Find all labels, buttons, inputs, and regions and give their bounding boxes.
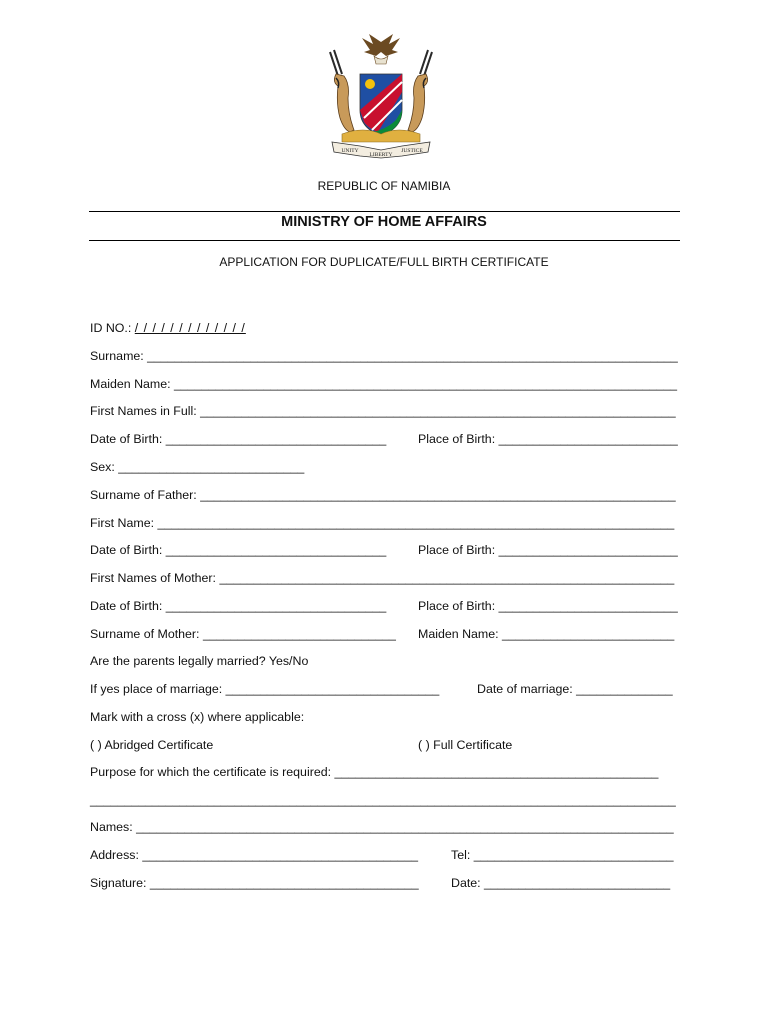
father-dob-field[interactable]: Date of Birth: ________________________________: [90, 543, 387, 557]
motto-justice: JUSTICE: [401, 148, 423, 154]
first-names-full-field[interactable]: First Names in Full: _____________________________________________________________________: [90, 404, 676, 418]
form-title: APPLICATION FOR DUPLICATE/FULL BIRTH CERTIFICATE: [219, 255, 549, 269]
top-rule: [89, 211, 680, 212]
abridged-certificate-option[interactable]: ( ) Abridged Certificate: [90, 738, 214, 752]
child-dob-field[interactable]: Date of Birth: ________________________________: [90, 432, 387, 446]
date-of-marriage-field[interactable]: Date of marriage: ______________: [477, 682, 673, 696]
surname-field[interactable]: Surname: _____________________________________________________________________________: [90, 349, 678, 363]
first-names-mother-field[interactable]: First Names of Mother: __________________________________________________________________: [90, 571, 675, 585]
sex-field[interactable]: Sex: ___________________________: [90, 460, 305, 474]
surname-mother-field[interactable]: Surname of Mother: ____________________________: [90, 627, 396, 641]
id-no-field[interactable]: [90, 321, 246, 336]
mother-dob-field[interactable]: Date of Birth: ________________________________: [90, 599, 387, 613]
tel-field[interactable]: Tel: _____________________________: [451, 848, 674, 862]
date-field[interactable]: Date: ___________________________: [451, 876, 671, 890]
bottom-rule: [89, 240, 680, 241]
parents-married-question[interactable]: Are the parents legally married? Yes/No: [90, 654, 309, 668]
address-field[interactable]: Address: ________________________________________: [90, 848, 418, 862]
ministry-heading: MINISTRY OF HOME AFFAIRS: [281, 214, 487, 230]
maiden-name-field[interactable]: Maiden Name: _________________________________________________________________________: [90, 377, 678, 391]
names-field[interactable]: Names: ______________________________________________________________________________: [90, 820, 674, 834]
place-of-marriage-field[interactable]: If yes place of marriage: _______________________________: [90, 682, 440, 696]
mother-maiden-name-field[interactable]: Maiden Name: _________________________: [418, 627, 675, 641]
mother-pob-field[interactable]: Place of Birth: __________________________: [418, 599, 678, 613]
purpose-field[interactable]: Purpose for which the certificate is required: _______________________________________________: [90, 765, 659, 779]
signature-field[interactable]: Signature: _______________________________________: [90, 876, 419, 890]
surname-father-field[interactable]: Surname of Father: _____________________________________________________________________: [90, 488, 676, 502]
republic-heading: REPUBLIC OF NAMIBIA: [317, 179, 451, 193]
id-no-label: ID NO.:: [90, 321, 132, 335]
full-certificate-option[interactable]: ( ) Full Certificate: [418, 738, 513, 752]
coat-of-arms-icon: [324, 34, 438, 160]
id-no-boxes[interactable]: / / / / / / / / / / / / /: [134, 321, 246, 335]
purpose-continuation-line[interactable]: _____________________________________________________________________________________: [90, 793, 676, 807]
motto-liberty: LIBERTY: [369, 152, 393, 158]
father-first-name-field[interactable]: First Name: ___________________________________________________________________________: [90, 516, 675, 530]
motto-unity: UNITY: [341, 148, 359, 154]
father-pob-field[interactable]: Place of Birth: __________________________: [418, 543, 678, 557]
child-pob-field[interactable]: Place of Birth: __________________________: [418, 432, 678, 446]
mark-instruction: Mark with a cross (x) where applicable:: [90, 710, 305, 724]
